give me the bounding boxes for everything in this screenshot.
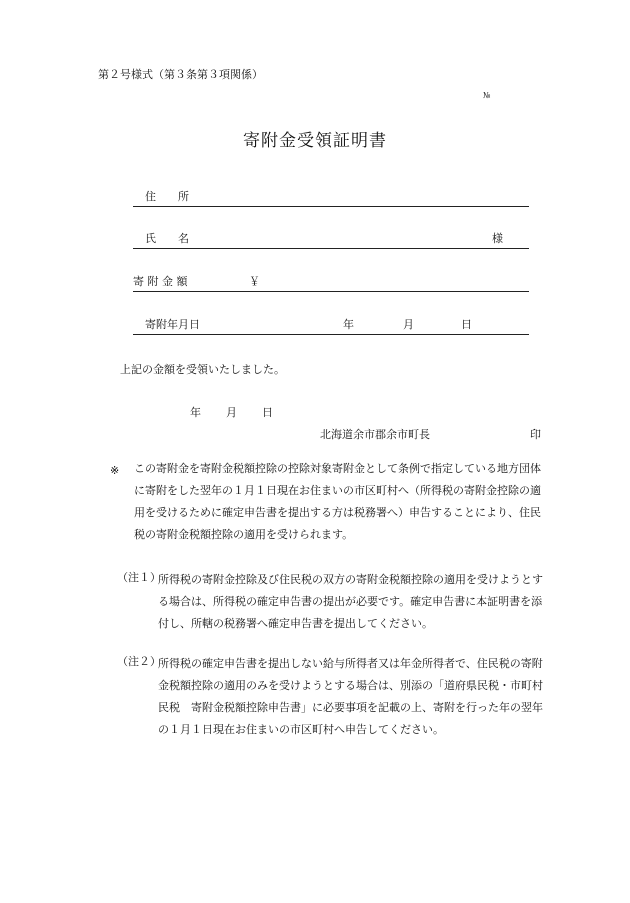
- donation-date-field: [133, 316, 529, 335]
- name-label: 氏 名: [145, 232, 189, 245]
- note2-line: の１月１日現在お住まいの市区町村へ申告してください。: [158, 723, 444, 736]
- note2-line: 民税 寄附金税額控除申告書」に必要事項を記載の上、寄附を行った年の翌年: [158, 701, 543, 714]
- donation-year: 年: [343, 318, 354, 331]
- amount-label: 寄 附 金 額: [133, 275, 188, 288]
- issue-year: 年: [190, 406, 201, 419]
- address-field: [133, 188, 529, 207]
- donation-day: 日: [461, 318, 472, 331]
- note1-body: [158, 569, 543, 635]
- kome-line: この寄附金を寄附金税額控除の控除対象寄附金として条例で指定している地方団体: [134, 462, 541, 475]
- donation-month: 月: [403, 318, 414, 331]
- number-mark: №: [483, 91, 491, 100]
- address-label: 住 所: [145, 190, 189, 203]
- note2-label: （注２）: [117, 655, 161, 668]
- form-number-label: 第２号様式（第３条第３項関係）: [98, 68, 263, 81]
- note1-line: 付し、所轄の税務署へ確定申告書を提出してください。: [158, 617, 433, 630]
- kome-line: に寄附をした翌年の１月１日現在お住まいの市区町村へ（所得税の寄附金控除の適: [134, 484, 541, 497]
- kome-note: [134, 458, 541, 546]
- issuer-name: 北海道余市郡余市町長: [320, 428, 430, 441]
- seal-mark: 印: [530, 428, 541, 441]
- note2-line: 所得税の確定申告書を提出しない給与所得者又は年金所得者で、住民税の寄附: [158, 657, 543, 670]
- note2-body: [158, 653, 543, 741]
- issue-day: 日: [262, 406, 273, 419]
- note1-label: （注１）: [117, 571, 161, 584]
- received-statement: 上記の金額を受領いたしました。: [120, 363, 285, 376]
- issue-month: 月: [226, 406, 237, 419]
- kome-line: 用を受けるために確定申告書を提出する方は税務署へ）申告することにより、住民: [134, 506, 541, 519]
- kome-mark: ※: [110, 464, 120, 477]
- note1-line: 所得税の寄附金控除及び住民税の双方の寄附金税額控除の適用を受けようとす: [158, 573, 543, 586]
- note1-line: る場合は、所得税の確定申告書の提出が必要です。確定申告書に本証明書を添: [158, 595, 543, 608]
- kome-line: 税の寄附金税額控除の適用を受けられます。: [134, 528, 354, 541]
- document-title: 寄附金受領証明書: [243, 131, 387, 151]
- donation-date-label: 寄附年月日: [145, 318, 200, 331]
- yen-sign: ￥: [249, 275, 260, 288]
- amount-field: [133, 273, 529, 292]
- note2-line: 金税額控除の適用のみを受けようとする場合は、別添の「道府県民税・市町村: [158, 679, 543, 692]
- name-field: [133, 230, 529, 249]
- name-suffix: 様: [492, 232, 503, 245]
